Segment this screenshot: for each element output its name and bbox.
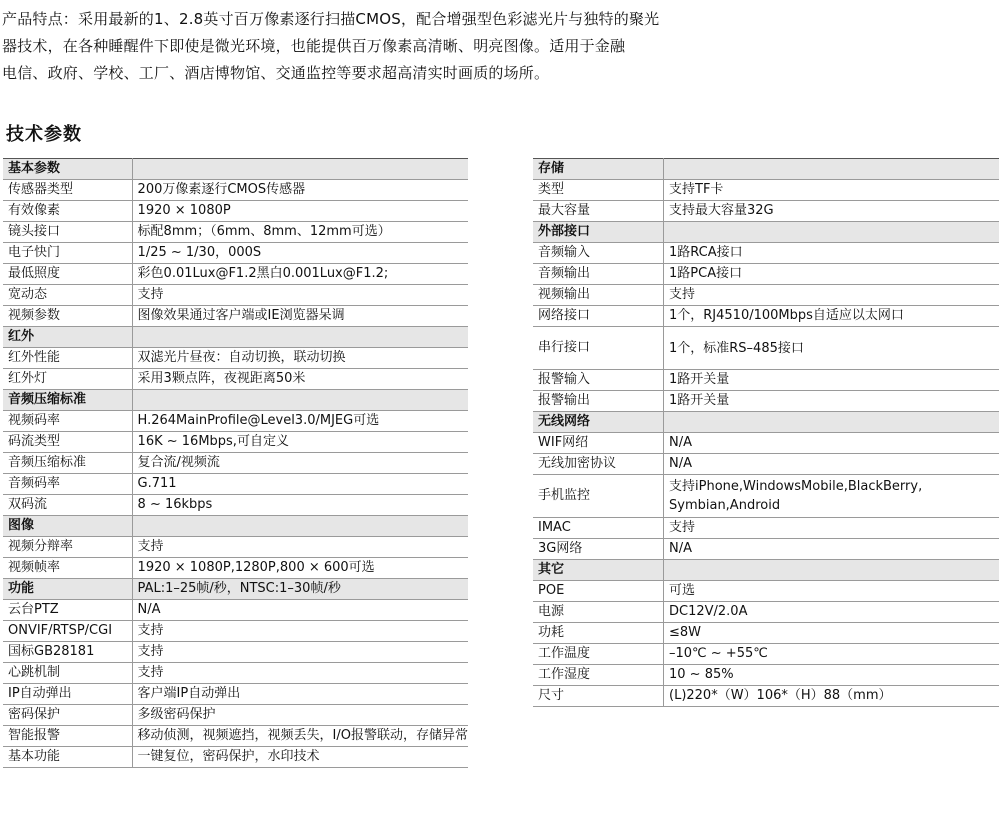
section-row [3, 390, 468, 411]
spec-key: 其它 [533, 560, 664, 581]
table-row [533, 539, 999, 560]
table-row [533, 285, 999, 306]
spec-key: 串行接口 [533, 327, 664, 370]
spec-key: 尺寸 [533, 686, 664, 707]
spec-value: 双滤光片昼夜：自动切换，联动切换 [132, 348, 468, 369]
product-intro [2, 6, 992, 87]
spec-key: 音频压缩标准 [3, 390, 132, 411]
table-row [533, 327, 999, 370]
spec-value: DC12V/2.0A [664, 602, 1000, 623]
spec-key: 手机监控 [533, 475, 664, 518]
spec-value: ≤8W [664, 623, 1000, 644]
spec-value: 一键复位，密码保护，水印技术 [132, 747, 468, 768]
spec-value: 支持 [132, 663, 468, 684]
spec-value: 200万像素逐行CMOS传感器 [132, 180, 468, 201]
spec-heading: 技术参数 [6, 124, 82, 145]
intro-line: 产品特点：采用最新的1、2.8英寸百万像素逐行扫描CMOS，配合增强型色彩滤光片与独特的聚光 [2, 10, 660, 28]
section-row [3, 327, 468, 348]
section-row [3, 579, 468, 600]
table-row [3, 285, 468, 306]
section-row [3, 516, 468, 537]
intro-line: 电信、政府、学校、工厂、酒店博物馆、交通监控等要求超高清实时画质的场所。 [2, 64, 550, 82]
table-row [3, 411, 468, 432]
spec-key: 心跳机制 [3, 663, 132, 684]
spec-key: 有效像素 [3, 201, 132, 222]
spec-key: 国标GB28181 [3, 642, 132, 663]
spec-key: 外部接口 [533, 222, 664, 243]
spec-value [664, 412, 1000, 433]
spec-key: 视频分辩率 [3, 537, 132, 558]
spec-value [132, 516, 468, 537]
spec-key: 云台PTZ [3, 600, 132, 621]
spec-table-left [3, 158, 468, 768]
table-row [3, 453, 468, 474]
table-row [3, 348, 468, 369]
intro-line: 器技术，在各种睡醒件下即使是微光环境，也能提供百万像素高清晰、明亮图像。适用于金融 [2, 37, 626, 55]
spec-value: 1路PCA接口 [664, 264, 1000, 285]
spec-key: 音频输入 [533, 243, 664, 264]
table-row [533, 581, 999, 602]
spec-value: 彩色0.01Lux@F1.2黑白0.001Lux@F1.2; [132, 264, 468, 285]
table-row [533, 602, 999, 623]
spec-value: 支持 [664, 285, 1000, 306]
spec-key: 音频码率 [3, 474, 132, 495]
spec-key: IMAC [533, 518, 664, 539]
table-row [533, 686, 999, 707]
spec-value: 多级密码保护 [132, 705, 468, 726]
spec-key: 3G网络 [533, 539, 664, 560]
spec-value: 支持 [132, 621, 468, 642]
spec-key: WIF网绍 [533, 433, 664, 454]
spec-value: 1/25 ~ 1/30，000S [132, 243, 468, 264]
spec-key: 智能报警 [3, 726, 132, 747]
spec-value: 10 ~ 85% [664, 665, 1000, 686]
table-row [533, 391, 999, 412]
spec-key: 音频输出 [533, 264, 664, 285]
table-row [3, 600, 468, 621]
table-row [533, 201, 999, 222]
spec-value: 支持最大容量32G [664, 201, 1000, 222]
table-row [3, 684, 468, 705]
table-row [3, 495, 468, 516]
spec-value: 支持 [132, 642, 468, 663]
spec-value: N/A [664, 539, 1000, 560]
spec-value: 1920 × 1080P,1280P,800 × 600可选 [132, 558, 468, 579]
spec-value: 图像效果通过客户端或IE浏览器呆调 [132, 306, 468, 327]
spec-key: 基本参数 [3, 159, 132, 180]
spec-key: 电源 [533, 602, 664, 623]
spec-key: 镜头接口 [3, 222, 132, 243]
spec-value: 1路开关量 [664, 391, 1000, 412]
spec-key: 报警输出 [533, 391, 664, 412]
spec-value: 8 ~ 16kbps [132, 495, 468, 516]
table-row [3, 621, 468, 642]
spec-value: 1个，RJ4510/100Mbps自适应以太网口 [664, 306, 1000, 327]
table-row [3, 705, 468, 726]
spec-table-right [533, 158, 999, 707]
spec-key: IP自动弹出 [3, 684, 132, 705]
spec-value: G.711 [132, 474, 468, 495]
table-row [3, 369, 468, 390]
spec-value: N/A [664, 454, 1000, 475]
spec-value: 采用3颗点阵，夜视距离50米 [132, 369, 468, 390]
table-row [533, 518, 999, 539]
section-row [533, 560, 999, 581]
table-row [3, 726, 468, 747]
spec-key: 传感器类型 [3, 180, 132, 201]
spec-key: 报警输入 [533, 370, 664, 391]
spec-key: 功耗 [533, 623, 664, 644]
table-row [533, 180, 999, 201]
table-row [3, 222, 468, 243]
spec-key: 音频压缩标准 [3, 453, 132, 474]
section-row [533, 412, 999, 433]
table-row [533, 665, 999, 686]
spec-value: 支持TF卡 [664, 180, 1000, 201]
spec-value [664, 159, 1000, 180]
spec-key: 密码保护 [3, 705, 132, 726]
table-row [3, 558, 468, 579]
spec-value: 支持 [664, 518, 1000, 539]
spec-key: 功能 [3, 579, 132, 600]
spec-key: POE [533, 581, 664, 602]
table-row [3, 306, 468, 327]
spec-value [664, 222, 1000, 243]
table-row [533, 243, 999, 264]
spec-value: 支持iPhone,WindowsMobile,BlackBerry, Symbian,Android [664, 475, 1000, 518]
spec-key: 红外性能 [3, 348, 132, 369]
table-row [3, 663, 468, 684]
spec-value: 1个，标准RS–485接口 [664, 327, 1000, 370]
table-row [533, 264, 999, 285]
spec-value: 支持 [132, 285, 468, 306]
section-row [533, 222, 999, 243]
table-row [3, 264, 468, 285]
spec-value [132, 327, 468, 348]
table-row [3, 432, 468, 453]
spec-value: 移动侦测，视频遮挡，视频丢失，I/O报警联动，存储异常 [132, 726, 468, 747]
spec-key: 红外灯 [3, 369, 132, 390]
spec-key: 工作湿度 [533, 665, 664, 686]
spec-key: 视频输出 [533, 285, 664, 306]
spec-key: 存储 [533, 159, 664, 180]
table-row [3, 201, 468, 222]
spec-key: 视频码率 [3, 411, 132, 432]
table-row [3, 642, 468, 663]
spec-value: (L)220*（W）106*（H）88（mm） [664, 686, 1000, 707]
spec-key: 无线加密协议 [533, 454, 664, 475]
spec-key: 无线网络 [533, 412, 664, 433]
table-row [533, 433, 999, 454]
spec-value: N/A [132, 600, 468, 621]
spec-key: 最大容量 [533, 201, 664, 222]
table-row [533, 644, 999, 665]
spec-value: 1路RCA接口 [664, 243, 1000, 264]
table-row [3, 537, 468, 558]
table-row [533, 475, 999, 518]
spec-key: 码流类型 [3, 432, 132, 453]
spec-key: 视频帧率 [3, 558, 132, 579]
table-row [3, 747, 468, 768]
spec-value: –10℃ ~ +55℃ [664, 644, 1000, 665]
spec-value [132, 159, 468, 180]
spec-value: N/A [664, 433, 1000, 454]
spec-value: 客户端IP自动弹出 [132, 684, 468, 705]
spec-key: 视频参数 [3, 306, 132, 327]
table-row [533, 370, 999, 391]
spec-value: 标配8mm；（6mm、8mm、12mm可选） [132, 222, 468, 243]
spec-value [132, 390, 468, 411]
table-row [533, 306, 999, 327]
section-row [533, 159, 999, 180]
spec-value [664, 560, 1000, 581]
spec-value: 复合流/视频流 [132, 453, 468, 474]
spec-key: 电子快门 [3, 243, 132, 264]
spec-value: 1920 × 1080P [132, 201, 468, 222]
spec-key: 红外 [3, 327, 132, 348]
spec-key: 宽动态 [3, 285, 132, 306]
section-row [3, 159, 468, 180]
spec-key: ONVIF/RTSP/CGI [3, 621, 132, 642]
spec-value: 16K ~ 16Mbps,可自定义 [132, 432, 468, 453]
spec-key: 图像 [3, 516, 132, 537]
spec-value: 1路开关量 [664, 370, 1000, 391]
spec-value: 可选 [664, 581, 1000, 602]
spec-key: 网络接口 [533, 306, 664, 327]
spec-key: 类型 [533, 180, 664, 201]
spec-key: 最低照度 [3, 264, 132, 285]
spec-value: 支持 [132, 537, 468, 558]
spec-value: H.264MainProfile@Level3.0/MJEG可选 [132, 411, 468, 432]
spec-key: 基本功能 [3, 747, 132, 768]
spec-key: 双码流 [3, 495, 132, 516]
spec-value: PAL:1–25帧/秒，NTSC:1–30帧/秒 [132, 579, 468, 600]
table-row [3, 180, 468, 201]
table-row [533, 454, 999, 475]
spec-key: 工作温度 [533, 644, 664, 665]
table-row [533, 623, 999, 644]
table-row [3, 474, 468, 495]
table-row [3, 243, 468, 264]
